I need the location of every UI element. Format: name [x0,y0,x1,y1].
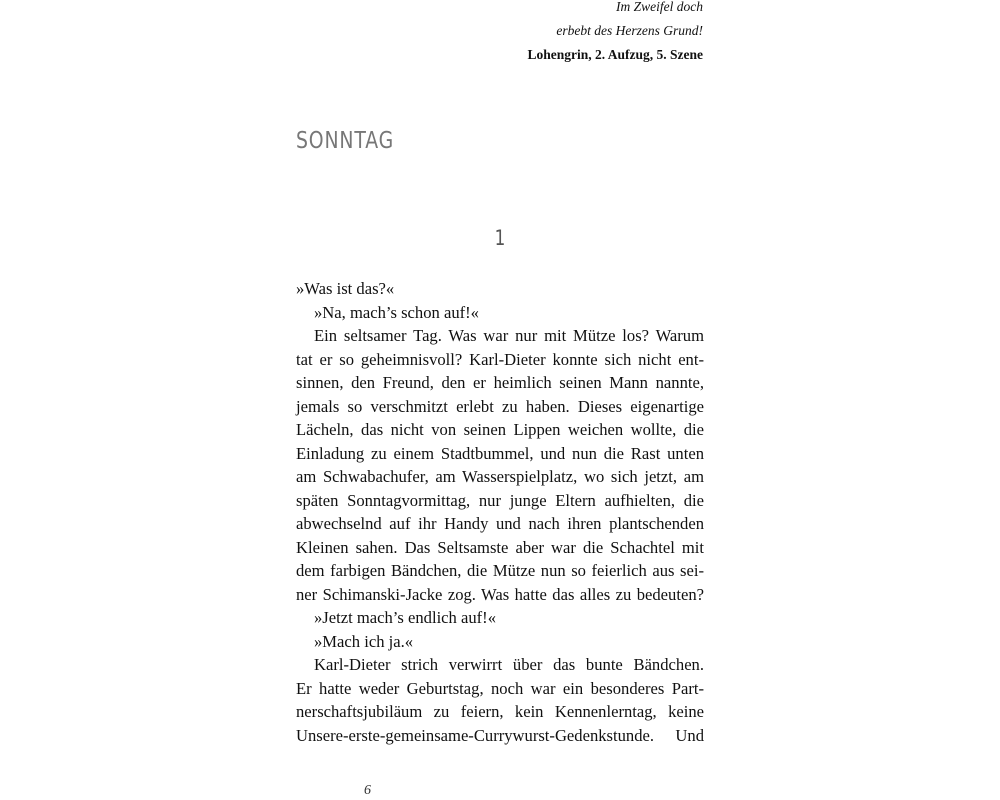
text-line: »Mach ich ja.« [314,631,414,651]
epigraph [283,0,703,62]
epigraph-line: erbebt des Herzens Grund! [556,23,703,38]
chapter-title: SONNTAG [296,128,395,154]
text-line: »Was ist das?« [296,279,395,298]
text-line: dem farbigen Bändchen, die Mütze nun so feierlich aus sei- [296,561,704,580]
text-line: »Na, mach’s schon auf!« [314,302,479,322]
text-line: tat er so geheimnisvoll? Karl-Dieter konnte sich nicht ent- [296,349,704,369]
epigraph-source: Lohengrin, 2. Aufzug, 5. Szene [527,47,703,62]
text-line: Kleinen sahen. Das Seltsamste aber war die Schachtel mit [296,537,704,557]
text-line: Ein seltsamer Tag. Was war nur mit Mütze los? Warum [314,326,704,345]
text-line: Er hatte weder Geburtstag, noch war ein besonderes Part- [296,678,704,698]
text-line: Unsere-erste-gemeinsame-Currywurst-Gedenkstunde. Und [296,725,704,745]
text-line: ner Schimanski-Jacke zog. Was hatte das alles zu bedeuten? [296,584,704,604]
text-line: jemals so verschmitzt erlebt zu haben. Dieses eigenartige [296,396,704,416]
text-line: Einladung zu einem Stadtbummel, und nun die Rast unten [296,443,704,463]
text-line: Lächeln, das nicht von seinen Lippen weichen wollte, die [296,420,704,439]
page-number: 6 [364,783,371,798]
text-line: sinnen, den Freund, den er heimlich seinen Mann nannte, [296,373,704,392]
text-line: am Schwabachufer, am Wasserspielplatz, wo sich jetzt, am [296,467,704,486]
text-line: nerschaftsjubiläum zu feiern, kein Kennenlerntag, keine [296,702,704,721]
section-number: 1 [494,226,506,250]
text-line: abwechselnd auf ihr Handy und nach ihren plantschenden [296,514,704,533]
text-line: Karl-Dieter strich verwirrt über das bunte Bändchen. [314,655,704,674]
body-text [296,277,704,747]
text-line: späten Sonntagvormittag, nur junge Eltern aufhielten, die [296,490,704,510]
epigraph-line: Im Zweifel doch [616,0,703,14]
text-line: »Jetzt mach’s endlich auf!« [314,608,497,627]
